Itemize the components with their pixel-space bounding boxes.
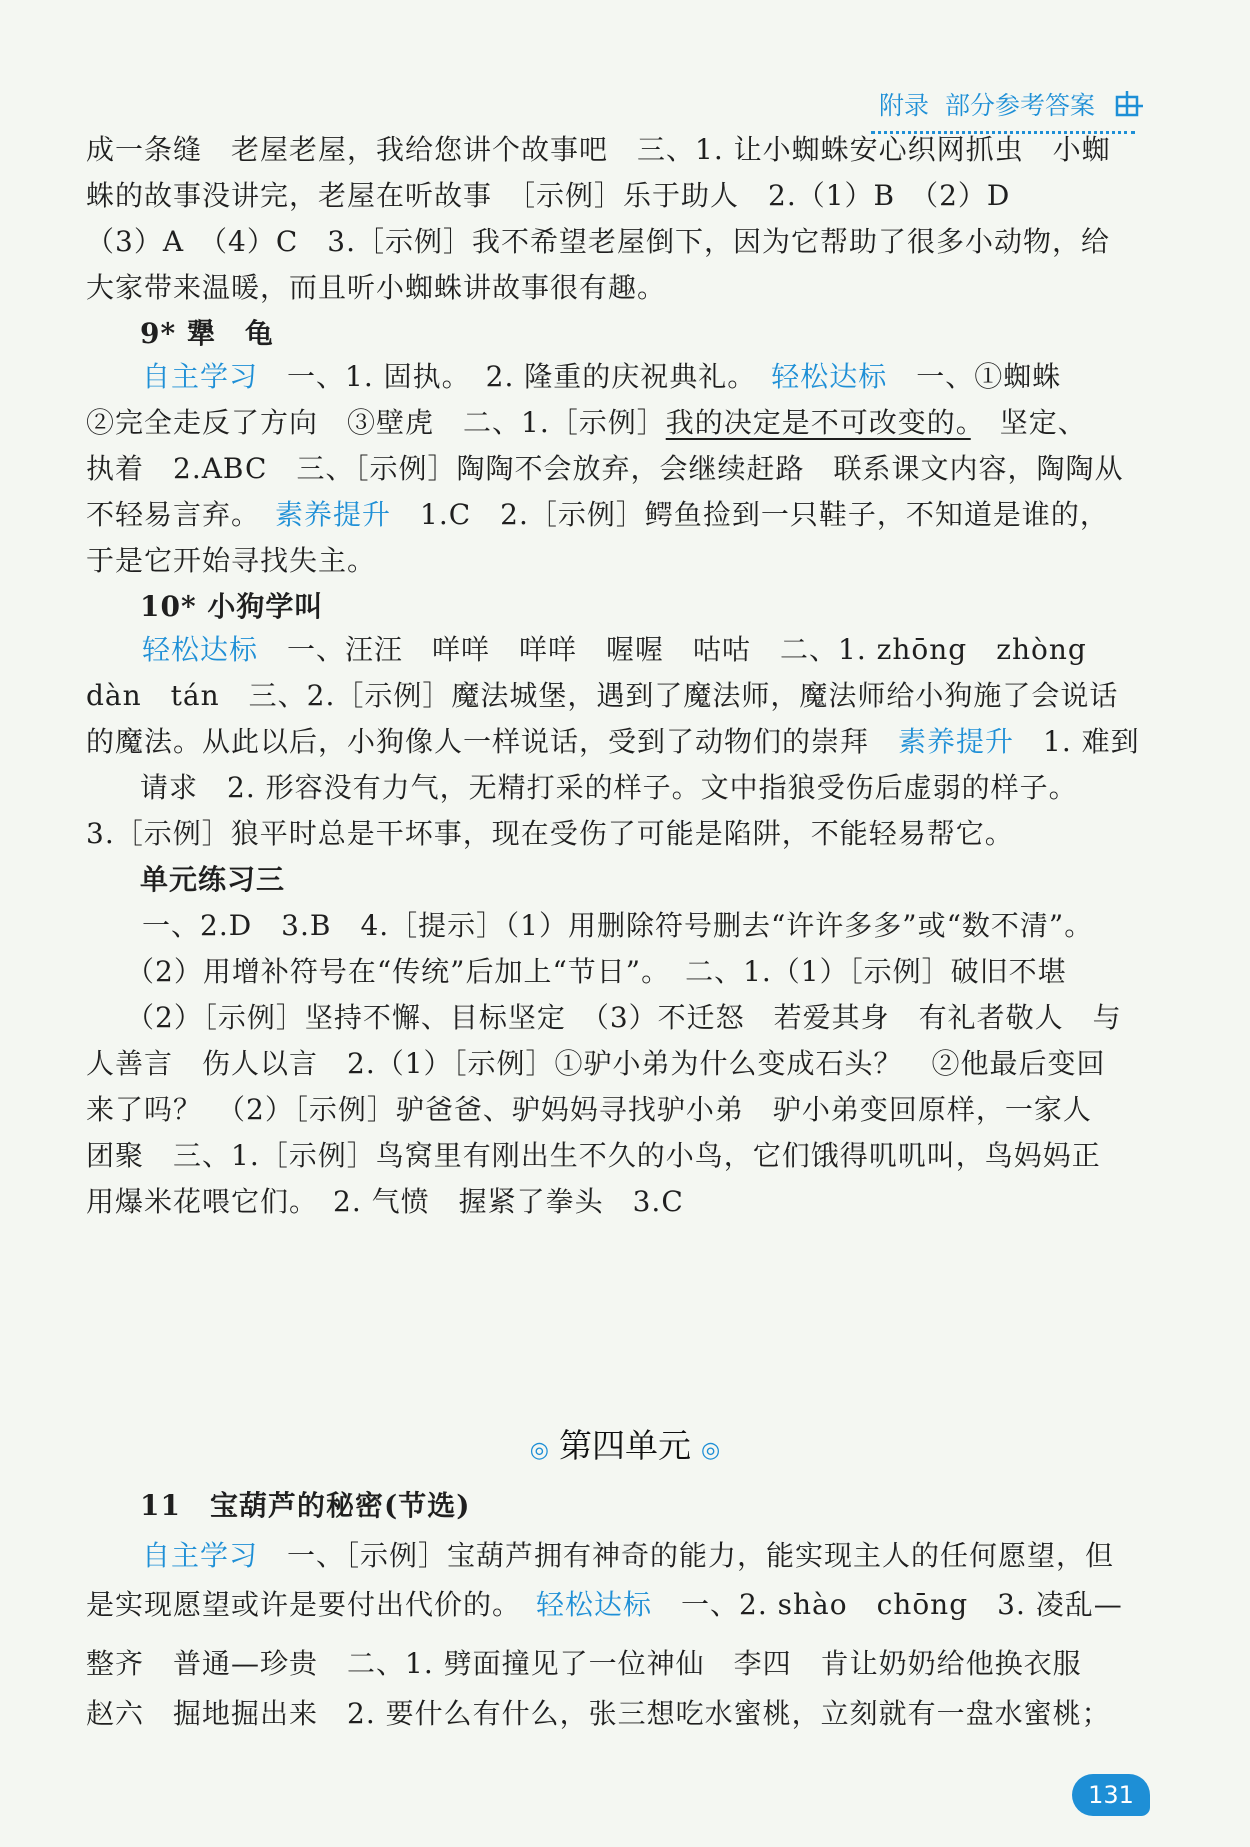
text-line: [86, 401, 1087, 441]
lesson-title: 9* 犟 龟: [140, 317, 274, 350]
line-text: 一、1. 固执。 2. 隆重的庆祝典礼。: [258, 360, 772, 393]
text-line: [86, 1583, 1123, 1623]
line-text: 1. 难到: [1014, 725, 1140, 758]
text-line: 蛛的故事没讲完，老屋在听故事 ［示例］乐于助人 2.（1）B （2）D: [86, 179, 1011, 212]
section-label: 自主学习: [142, 1539, 259, 1572]
text-line: （2）［示例］坚持不懈、目标坚定 （3）不迁怒 若爱其身 有礼者敬人 与: [126, 1001, 1122, 1034]
text-line: [86, 493, 1109, 533]
text-line: 3.［示例］狼平时总是干坏事，现在受伤了可能是陷阱，不能轻易帮它。: [86, 817, 1014, 850]
diamond-icon: ◎: [529, 1438, 549, 1463]
text-line: 于是它开始寻找失主。: [86, 544, 377, 577]
text-line: 团聚 三、1.［示例］鸟窝里有刚出生不久的小鸟，它们饿得叽叽叫，鸟妈妈正: [86, 1139, 1101, 1172]
page-number: 131: [1072, 1774, 1150, 1816]
text-line: 执着 2.ABC 三、［示例］陶陶不会放弃，会继续赶路 联系课文内容，陶陶从: [86, 452, 1124, 485]
line-text: 坚定、: [970, 406, 1087, 439]
lesson-title: 单元练习三: [140, 863, 286, 896]
text-line: [86, 720, 1140, 760]
text-line: [142, 628, 1087, 668]
line-text: 一、汪汪 咩咩 咩咩 喔喔 咕咕 二、1. zhōng zhòng: [258, 633, 1087, 666]
underlined-answer: 我的决定是不可改变的。: [665, 406, 971, 439]
header-section: 部分参考答案: [944, 91, 1095, 120]
lesson-title: 11 宝葫芦的秘密(节选): [140, 1489, 471, 1522]
section-label: 自主学习: [142, 360, 259, 393]
text-line: 用爆米花喂它们。 2. 气愤 握紧了拳头 3.C: [86, 1185, 684, 1218]
header-appendix: 附录: [878, 91, 929, 120]
line-text: 一、［示例］宝葫芦拥有神奇的能力，能实现主人的任何愿望，但: [258, 1539, 1115, 1572]
page-header: [879, 86, 1145, 122]
unit-heading: [0, 1420, 1250, 1467]
text-line: （2）用增补符号在“传统”后加上“节日”。 二、1.（1）［示例］破旧不堪: [126, 955, 1067, 988]
text-line: 大家带来温暖，而且听小蜘蛛讲故事很有趣。: [86, 271, 667, 304]
section-label: 素养提升: [898, 725, 1015, 758]
line-text: 的魔法。从此以后，小狗像人一样说话，受到了动物们的崇拜: [86, 725, 899, 758]
line-text: ②完全走反了方向 ③壁虎 二、1.［示例］: [86, 406, 666, 439]
text-line: 一、2.D 3.B 4.［提示］（1）用删除符号删去“许许多多”或“数不清”。: [142, 909, 1094, 942]
text-line: 人善言 伤人以言 2.（1）［示例］①驴小弟为什么变成石头？ ②他最后变回: [86, 1047, 1106, 1080]
text-line: 请求 2. 形容没有力气，无精打采的样子。文中指狼受伤后虚弱的样子。: [140, 771, 1078, 804]
lesson-title: 10* 小狗学叫: [140, 590, 324, 623]
text-line: （3）A （4）C 3.［示例］我不希望老屋倒下，因为它帮助了很多小动物，给: [86, 225, 1110, 258]
line-text: 一、2. shào chōng 3. 凌乱—: [652, 1588, 1123, 1621]
section-label: 素养提升: [275, 498, 392, 531]
text-line: 赵六 掘地掘出来 2. 要什么有什么，张三想吃水蜜桃，立刻就有一盘水蜜桃；: [86, 1697, 1111, 1730]
text-line: [142, 1534, 1114, 1574]
text-line: 成一条缝 老屋老屋，我给您讲个故事吧 三、1. 让小蜘蛛安心织网抓虫 小蜘: [86, 133, 1111, 166]
section-label: 轻松达标: [536, 1588, 653, 1621]
line-text: 不轻易言弃。: [86, 498, 276, 531]
text-line: dàn tán 三、2.［示例］魔法城堡，遇到了魔法师，魔法师给小狗施了会说话: [86, 679, 1119, 712]
line-text: 一、①蜘蛛: [887, 360, 1062, 393]
section-label: 轻松达标: [771, 360, 888, 393]
text-line: 整齐 普通—珍贵 二、1. 劈面撞见了一位神仙 李四 肯让奶奶给他换衣服: [86, 1647, 1082, 1680]
diamond-icon: ◎: [701, 1438, 721, 1463]
unit-heading-text: 第四单元: [559, 1426, 691, 1465]
text-line: [142, 355, 1061, 395]
section-label: 轻松达标: [142, 633, 259, 666]
text-line: 来了吗？ （2）［示例］驴爸爸、驴妈妈寻找驴小弟 驴小弟变回原样，一家人: [86, 1093, 1092, 1126]
line-text: 1.C 2.［示例］鳄鱼捡到一只鞋子，不知道是谁的，: [391, 498, 1109, 531]
book-grid-icon: [1111, 89, 1145, 119]
line-text: 是实现愿望或许是要付出代价的。: [86, 1588, 537, 1621]
